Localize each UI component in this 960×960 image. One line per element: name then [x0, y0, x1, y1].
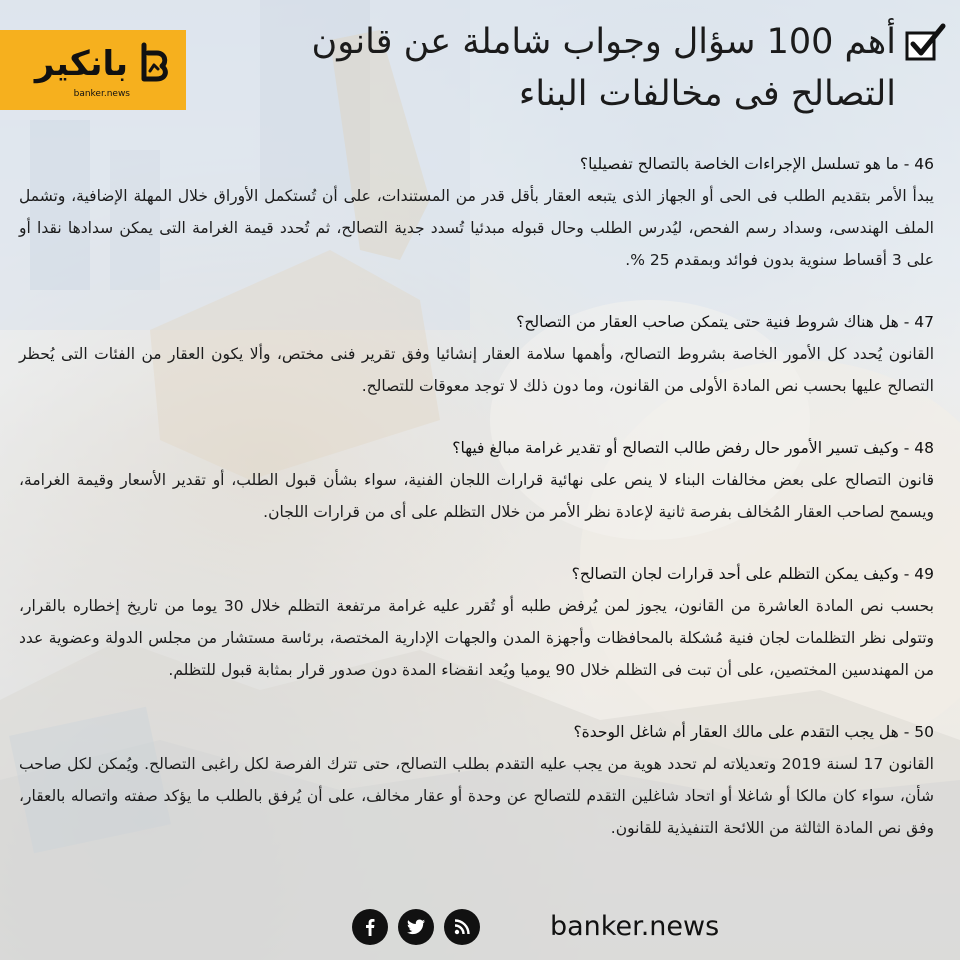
answer: يبدأ الأمر بتقديم الطلب فى الحى أو الجهاز الذى يتبعه العقار بأقل قدر من المستندات، على أن تُستكمل الأوراق خلال المهلة الإضافية، وتشمل الملف الهندسى، وسداد رسم الفحص، ليُدرس الطلب وحال قبوله مبدئيا تُسدد جدية التصالح، ثم تُحدد قيمة الغرامة التى يمكن سدادها نقدا أو على 3 أقساط سنوية بدون فوائد وبمقدم 25 %. — [19, 187, 934, 269]
question: 47 - هل هناك شروط فنية حتى يتمكن صاحب العقار من التصالح؟ — [516, 313, 934, 331]
qa-item — [19, 558, 934, 686]
social-links — [352, 909, 480, 945]
qa-item — [19, 716, 934, 844]
question: 50 - هل يجب التقدم على مالك العقار أم شاغل الوحدة؟ — [573, 723, 934, 741]
facebook-icon[interactable] — [352, 909, 388, 945]
header — [206, 16, 946, 120]
checkbox-check-icon — [904, 22, 946, 62]
answer: بحسب نص المادة العاشرة من القانون، يجوز لمن يُرفض طلبه أو تُقرر عليه غرامة مرتفعة التظلم خلال 30 يوما من تاريخ إخطاره بالقرار، وتتولى نظر التظلمات لجان فنية مُشكلة بالمحافظات وأجهزة المدن والجهات الإدارية المختصة، برئاسة مستشار من مجلس الدولة وعضوية عدد من المهندسين المختصين، على أن تبت فى التظلم خلال 90 يوميا ويُعد انقضاء المدة دون صدور قرار بمثابة قبول للتظلم. — [19, 597, 934, 679]
qa-item — [19, 148, 934, 276]
qa-item — [19, 432, 934, 528]
website-link[interactable]: banker.news — [550, 911, 720, 942]
answer: القانون يُحدد كل الأمور الخاصة بشروط التصالح، وأهمها سلامة العقار إنشائيا وفق تقرير فنى مختص، وألا يكون العقار من الفئات التى يُحظر التصالح عليها بحسب نص المادة الأولى من القانون، وما دون ذلك لا توجد معوقات للتصالح. — [19, 345, 934, 395]
logo-b-mark-icon — [134, 41, 174, 87]
twitter-icon[interactable] — [398, 909, 434, 945]
answer: القانون 17 لسنة 2019 وتعديلاته لم تحدد هوية من يجب عليه التقدم بطلب التصالح، حتى تترك الفرصة لكل راغبى التصالح. ويُمكن لكل صاحب شأن، سواء كان مالكا أو شاغلا أو اتحاد شاغلين التقدم للتصالح عن وحدة أو عقار مخالف، على أن يُرفق بالطلب ما يؤكد صفته واتصاله بالعقار، وفق نص المادة الثالثة من اللائحة التنفيذية للقانون. — [19, 755, 934, 837]
footer — [0, 905, 960, 955]
logo-url: banker.news — [73, 89, 130, 99]
answer: قانون التصالح على بعض مخالفات البناء لا ينص على نهائية قرارات اللجان الفنية، سواء بشأن قبول الطلب، أو تقدير الأسعار وقيمة الغرامة، ويسمح لصاحب العقار المُخالف بفرصة ثانية لإعادة نظر الأمر من خلال التظلم على أى من قرارات اللجان. — [19, 471, 934, 521]
logo-word: بانكير — [34, 44, 128, 84]
question: 48 - وكيف تسير الأمور حال رفض طالب التصالح أو تقدير غرامة مبالغ فيها؟ — [452, 439, 934, 457]
question: 49 - وكيف يمكن التظلم على أحد قرارات لجان التصالح؟ — [571, 565, 934, 583]
page-title: أهم 100 سؤال وجواب شاملة عن قانون التصالح فى مخالفات البناء — [311, 22, 896, 114]
brand-logo[interactable] — [0, 30, 186, 110]
question: 46 - ما هو تسلسل الإجراءات الخاصة بالتصالح تفصيليا؟ — [579, 155, 934, 173]
rss-icon[interactable] — [444, 909, 480, 945]
qa-item — [19, 306, 934, 402]
qa-list — [19, 148, 934, 874]
